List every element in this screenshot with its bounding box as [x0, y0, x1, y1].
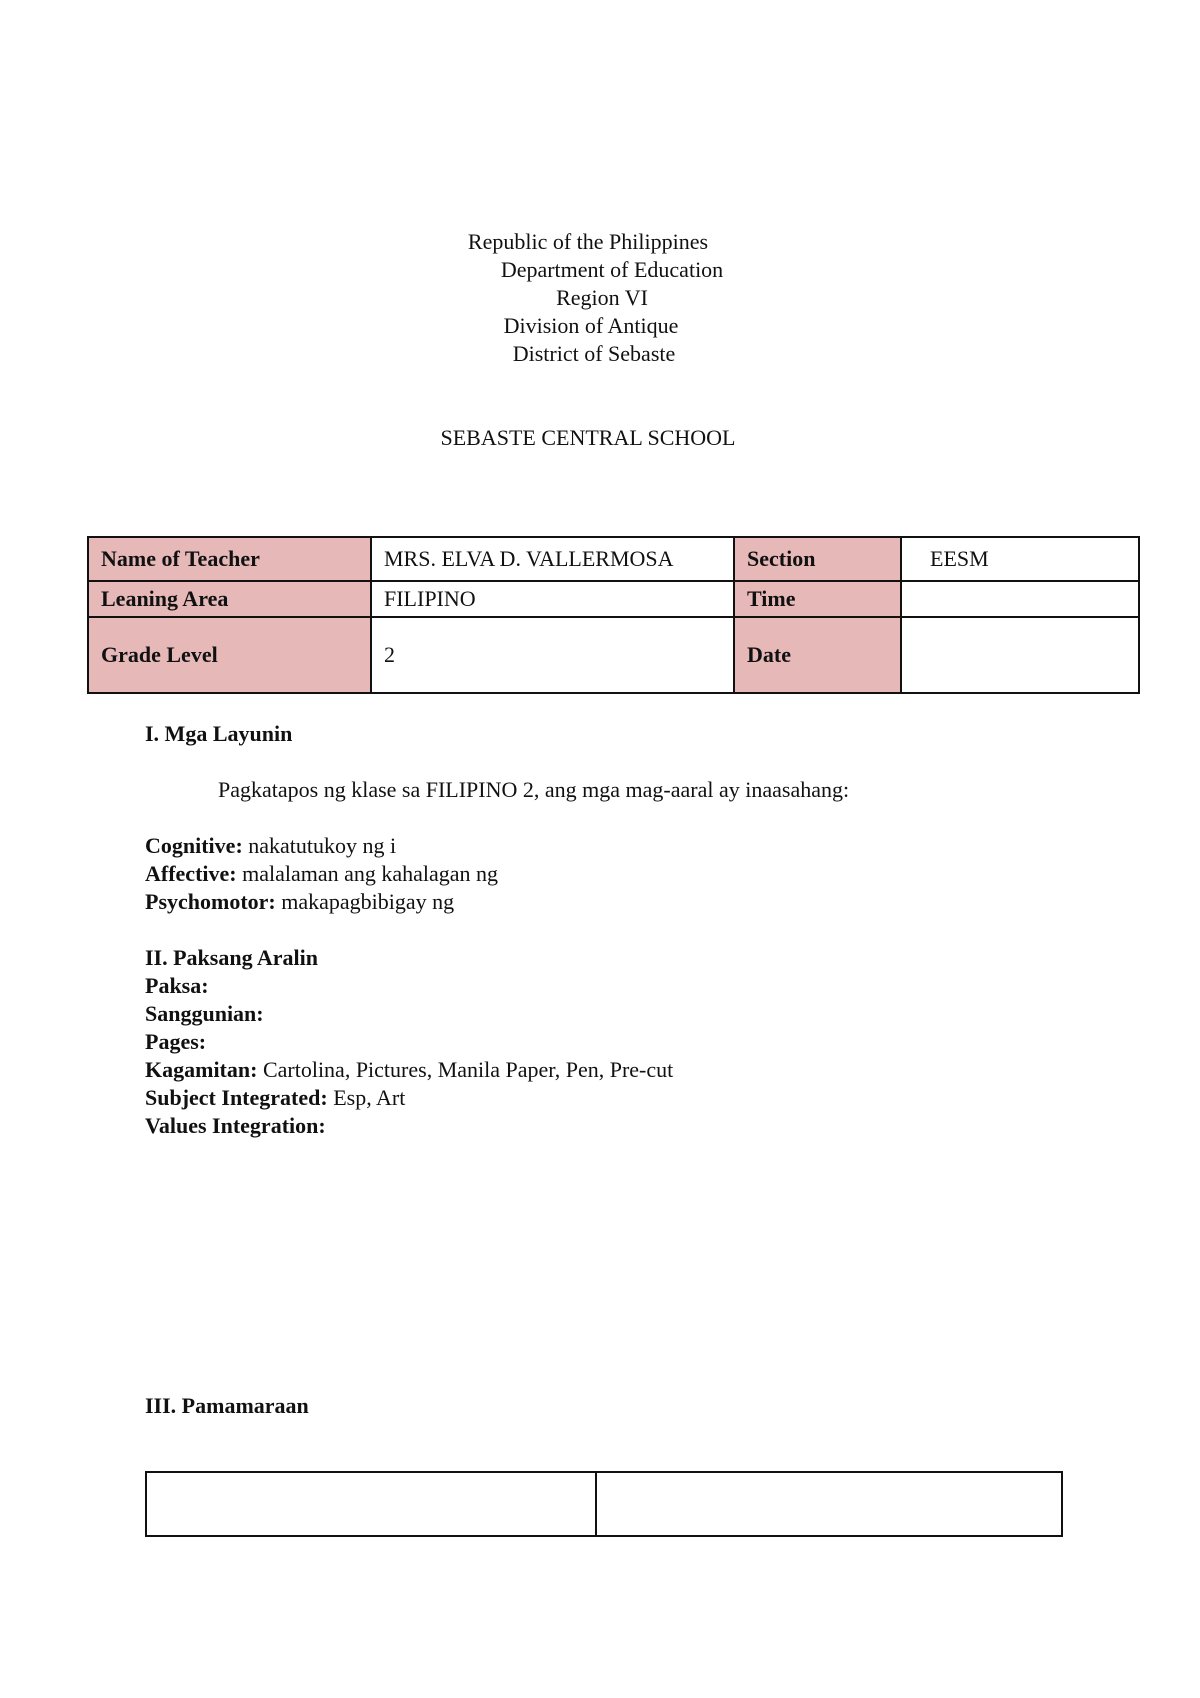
header-republic: Republic of the Philippines [467, 229, 709, 254]
objectives-intro: Pagkatapos ng klase sa FILIPINO 2, ang mga mag-aaral ay inaasahang: [218, 777, 850, 802]
values-integration-line: Values Integration: [145, 1113, 326, 1138]
procedure-heading: III. Pamamaraan [145, 1393, 309, 1418]
grade-value: 2 [371, 617, 734, 693]
date-value [901, 617, 1139, 693]
document-header [0, 228, 1200, 368]
header-department: Department of Education [500, 257, 724, 282]
subject-matter-heading: II. Paksang Aralin [145, 945, 318, 970]
time-value [901, 581, 1139, 617]
header-region: Region VI [556, 285, 648, 310]
lesson-body [145, 720, 849, 1140]
table-row [88, 617, 1139, 693]
teacher-label: Name of Teacher [88, 537, 371, 581]
area-label: Leaning Area [88, 581, 371, 617]
table-row [146, 1472, 1062, 1536]
grade-label: Grade Level [88, 617, 371, 693]
paksa-line: Paksa: [145, 973, 209, 998]
procedure-cell-right [596, 1472, 1062, 1536]
header-division: Division of Antique [503, 313, 679, 338]
kagamitan-line: Kagamitan: Cartolina, Pictures, Manila Paper, Pen, Pre-cut [145, 1057, 674, 1082]
pages-line: Pages: [145, 1029, 207, 1054]
time-label: Time [734, 581, 901, 617]
psychomotor-objective: Psychomotor: makapagbibigay ng [145, 889, 455, 914]
section-value: EESM [901, 537, 1139, 581]
objectives-heading: I. Mga Layunin [145, 721, 293, 746]
affective-objective: Affective: malalaman ang kahalagan ng [145, 861, 499, 886]
header-district: District of Sebaste [512, 341, 676, 366]
procedure-table [145, 1471, 1063, 1537]
table-row [88, 581, 1139, 617]
sanggunian-line: Sanggunian: [145, 1001, 264, 1026]
lesson-info-table [87, 536, 1140, 694]
procedure-cell-left [146, 1472, 596, 1536]
cognitive-objective: Cognitive: nakatutukoy ng i [145, 833, 397, 858]
table-row [88, 537, 1139, 581]
subject-integrated-line: Subject Integrated: Esp, Art [145, 1085, 406, 1110]
area-value: FILIPINO [371, 581, 734, 617]
section-label: Section [734, 537, 901, 581]
school-name: SEBASTE CENTRAL SCHOOL [440, 425, 736, 450]
date-label: Date [734, 617, 901, 693]
teacher-value: MRS. ELVA D. VALLERMOSA [371, 537, 734, 581]
